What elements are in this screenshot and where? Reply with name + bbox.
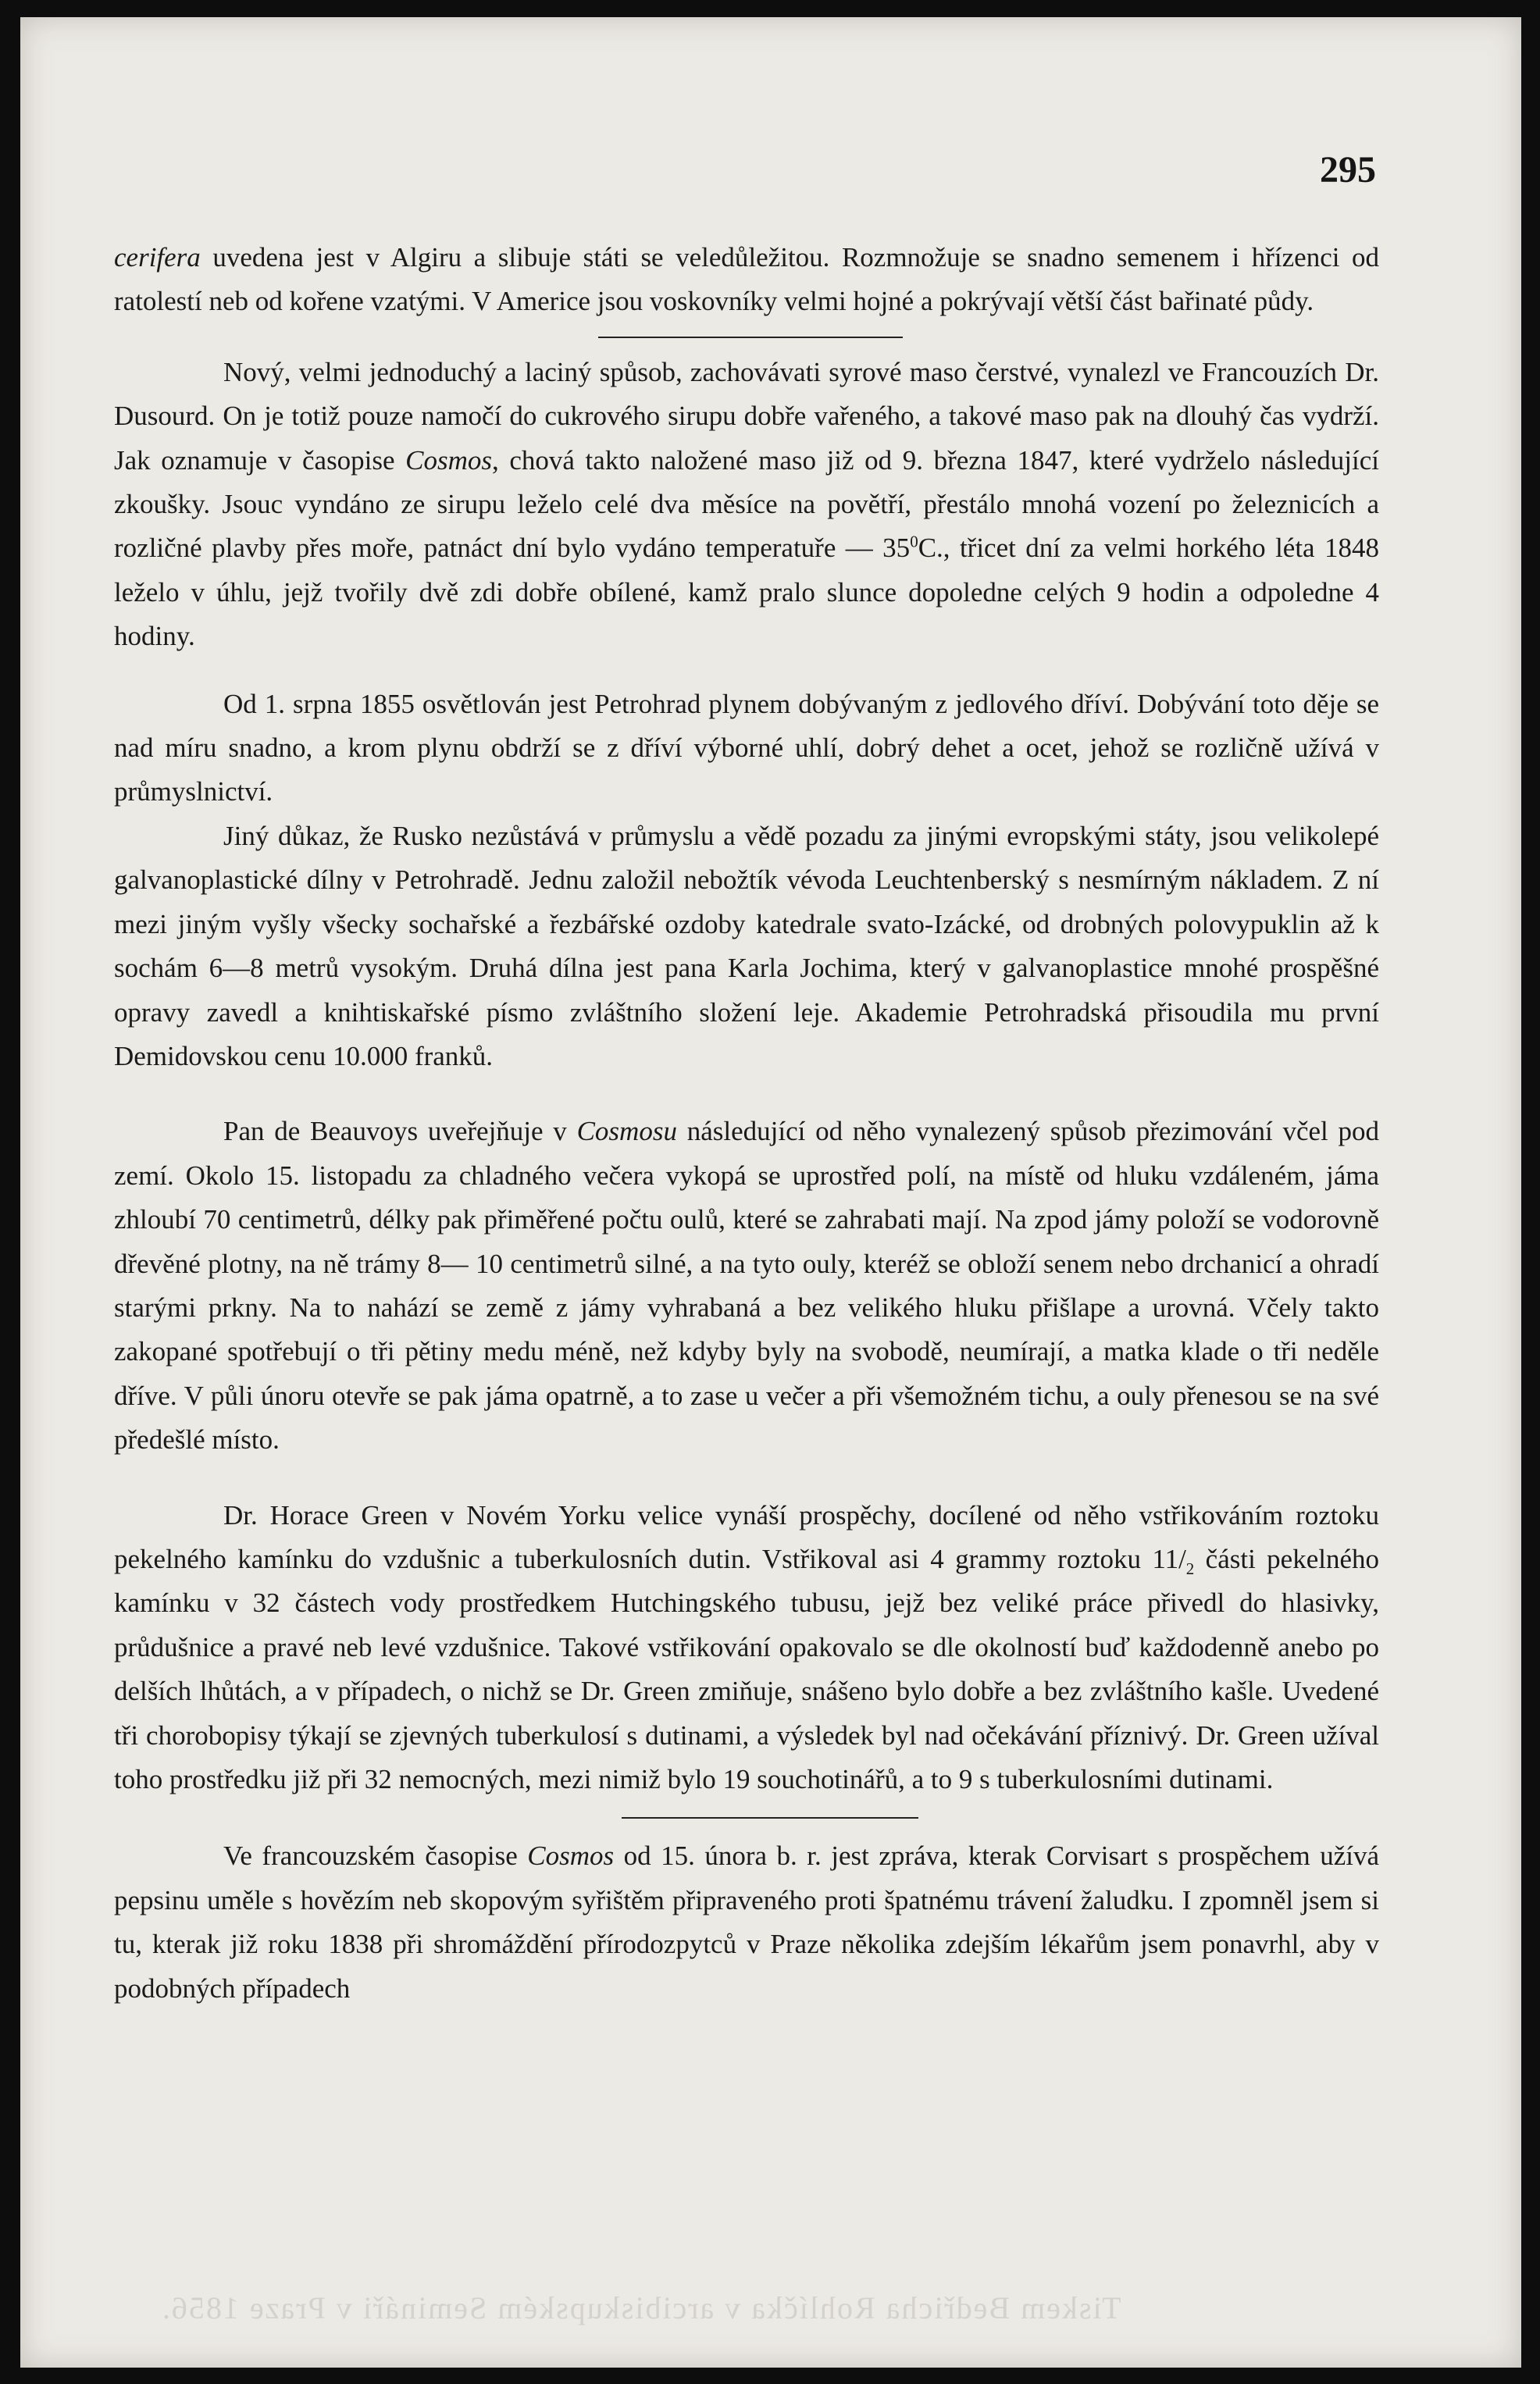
body-text [114, 236, 1379, 2011]
italic-journal: Cosmos [527, 1841, 615, 1872]
italic-journal: Cosmosu [576, 1116, 677, 1147]
degree-sign: 0 [910, 532, 918, 551]
page-number: 295 [1320, 149, 1376, 191]
italic-term: cerifera [114, 242, 201, 273]
document-page [20, 17, 1521, 2368]
paragraph-bees: Pan de Beauvoys uveřejňuje v Cosmosu následující od něho vynalezený spůsob přezimování včel pod zemí. Okolo 15. listopadu za chladného večera vykopá se uprostřed polí, na místě od hluku vzdáleném, jáma zhloubí 70 centimetrů, délky pak přiměřené počtu oulů, které se zahrabati mají. Na zpod jámy položí se vodorovně dřevěné plotny, na ně trámy 8— 10 centimetrů silné, a na tyto ouly, kteréž se obloží senem nebo drchanicí a ohradí starými prkny. Na to nahází se země z jámy vyhrabaná a bez velikého hluku přišlape a urovná. Včely takto zakopané spotřebují o tři pětiny medu méně, než kdyby byly na svobodě, neumírají, a matka klade o tři neděle dříve. V půli únoru otevře se pak jáma opatrně, a to zase u večer a při všemožném tichu, a ouly přenesou se na své předešlé místo. [114, 1116, 1379, 1456]
italic-journal: Cosmos [405, 444, 493, 476]
paragraph-galvanoplastic: Jiný důkaz, že Rusko nezůstává v průmyslu a vědě pozadu za jinými evropskými státy, jsou velikolepé galvanoplastické dílny v Petrohradě. Jednu založil nebožtík vévoda Leuchtenberský s nesmírným nákladem. Z ní mezi jiným vyšly všecky sochařské a řezbářské ozdoby katedrale svato-Izácké, od drobných polovypuklin až k sochám 6—8 metrů vysokým. Druhá dílna jest pana Karla Jochima, který v galvanoplastice mnohé prospěšné opravy zavedl a knihtiskařské písmo zvláštního složení leje. Akademie Petrohradská přisoudila mu první Demidovskou cenu 10.000 franků. [114, 820, 1379, 1071]
bleed-through-text: Tiskem Bedřicha Rohlíčka v arcibiskupském Semináři v Praze 1856. [161, 2290, 1121, 2325]
section-divider [598, 337, 903, 338]
paragraph-pepsin: Ve francouzském časopise Cosmos od 15. února b. r. jest zpráva, kterak Corvisart s prospěchem užívá pepsinu uměle s hovězím neb skopovým syřištěm připraveného proti špatnému trávení žaludku. I zpomněl jsem si tu, kterak již roku 1838 při shromáždění přírodozpytců v Praze několika zdejším lékařům jsem ponavrhl, aby v podobných případech [114, 1841, 1379, 2004]
paragraph-petrograd-gas: Od 1. srpna 1855 osvětlován jest Petrohrad plynem dobývaným z jedlového dříví. Dobývání toto děje se nad míru snadno, a krom plynu obdrží se z dříví výborné uhlí, dobrý dehet a ocet, jehož se rozličně užívá v průmyslnictví. [114, 688, 1379, 807]
paragraph-meat-preservation: Nový, velmi jednoduchý a laciný spůsob, zachovávati syrové maso čerstvé, vynalezl ve Francouzích Dr. Dusourd. On je totiž pouze namočí do cukrového sirupu dobře vařeného, a takové maso pak na dlouhý čas vydrží. Jak oznamuje v časopise Cosmos, chová takto naložené maso již od 9. března 1847, které vydrželo následující zkoušky. Jsouc vyndáno ze sirupu leželo celé dva měsíce na povětří, přestálo mnohá vození po železnicích a rozličné plavby přes moře, patnáct dní bylo vydáno temperatuře — $35^0C$., třicet dní za velmi horkého léta 1848 leželo v úhlu, jejž tvořily dvě zdi dobře obílené, kamž pralo slunce dopoledne celých 9 hodin a odpoledne 4 hodiny. [114, 356, 1380, 652]
paragraph-cerifera: cerifera uvedena jest v Algiru a slibuje státi se veledůležitou. Rozmnožuje se snadno semenem i hřízenci od ratolestí neb od kořene vzatými. V Americe jsou voskovníky velmi hojné a pokrývají větší část bařinaté půdy. [114, 242, 1379, 317]
section-divider [622, 1817, 918, 1819]
paragraph-horace-green: Dr. Horace Green v Novém Yorku velice vynáší prospěchy, docílené od něho vstřikováním roztoku pekelného kamínku do vzdušnic a tuberkulosních dutin. Vstřikoval asi 4 grammy roztoku $11/_2$ části pekelného kamínku v 32 částech vody prostředkem Hutchingského tubusu, jejž bez veliké práce přivedl do hlasivky, průdušnice a pravé neb levé vzdušnice. Takové vstřikování opakovalo se dle okolností buď každodenně anebo po delších lhůtách, a v případech, o nichž se Dr. Green zmiňuje, snášeno bylo dobře a bez zvláštního kašle. Uvedené tři chorobopisy týkají se zjevných tuberkulosí s dutinami, a výsledek byl nad očekávání příznivý. Dr. Green užíval toho prostředku již při 32 nemocných, mezi nimiž bylo 19 souchotinářů, a to 9 s tuberkulosními dutinami. [114, 1499, 1379, 1794]
fraction: $1/_2$ [1164, 1543, 1195, 1578]
